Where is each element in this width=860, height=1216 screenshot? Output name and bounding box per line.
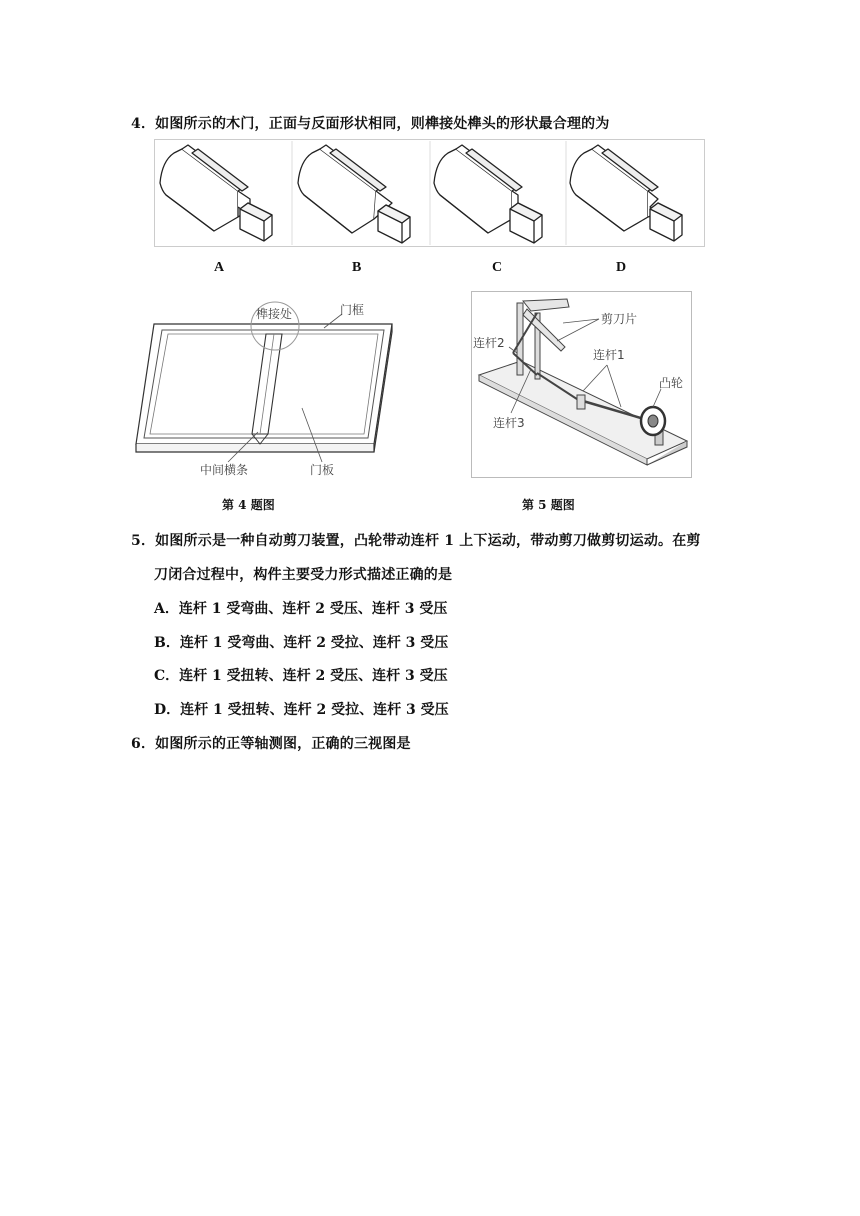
- option-c-label: C: [492, 260, 503, 275]
- question-4-stem: 4．如图所示的木门，正面与反面形状相同，则榫接处榫头的形状最合理的为: [131, 116, 610, 132]
- label-link1: 连杆1: [593, 348, 625, 362]
- figure-5-caption: 第 5 题图: [522, 498, 575, 512]
- q5-option-a: A．连杆 1 受弯曲、连杆 2 受压、连杆 3 受压: [154, 601, 448, 617]
- option-b-label: B: [352, 260, 362, 275]
- label-link3: 连杆3: [493, 416, 525, 430]
- q5-option-b: B．连杆 1 受弯曲、连杆 2 受拉、连杆 3 受压: [154, 635, 449, 651]
- q5-option-c: C．连杆 1 受扭转、连杆 2 受压、连杆 3 受压: [154, 668, 448, 684]
- label-frame: 门框: [340, 303, 365, 317]
- label-link2: 连杆2: [473, 336, 505, 350]
- option-a-label: A: [214, 260, 225, 275]
- question-5-stem-line1: 5．如图所示是一种自动剪刀装置，凸轮带动连杆 1 上下运动，带动剪刀做剪切运动。在剪: [131, 533, 701, 549]
- label-panel: 门板: [310, 463, 335, 477]
- label-joint: 榫接处: [256, 307, 293, 321]
- label-cam: 凸轮: [659, 376, 684, 390]
- label-middle-bar: 中间横条: [200, 463, 249, 477]
- question-6-stem: 6．如图所示的正等轴测图，正确的三视图是: [131, 736, 411, 752]
- question-5-stem-line2: 刀闭合过程中，构件主要受力形式描述正确的是: [154, 567, 453, 583]
- door-figure: [128, 296, 408, 486]
- option-d-label: D: [616, 260, 627, 275]
- q5-option-d: D．连杆 1 受扭转、连杆 2 受拉、连杆 3 受压: [154, 702, 449, 718]
- q4-options-figure: [154, 139, 706, 249]
- label-blade: 剪刀片: [601, 312, 638, 326]
- shear-mechanism-figure: [471, 291, 693, 479]
- figure-4-caption: 第 4 题图: [222, 498, 275, 512]
